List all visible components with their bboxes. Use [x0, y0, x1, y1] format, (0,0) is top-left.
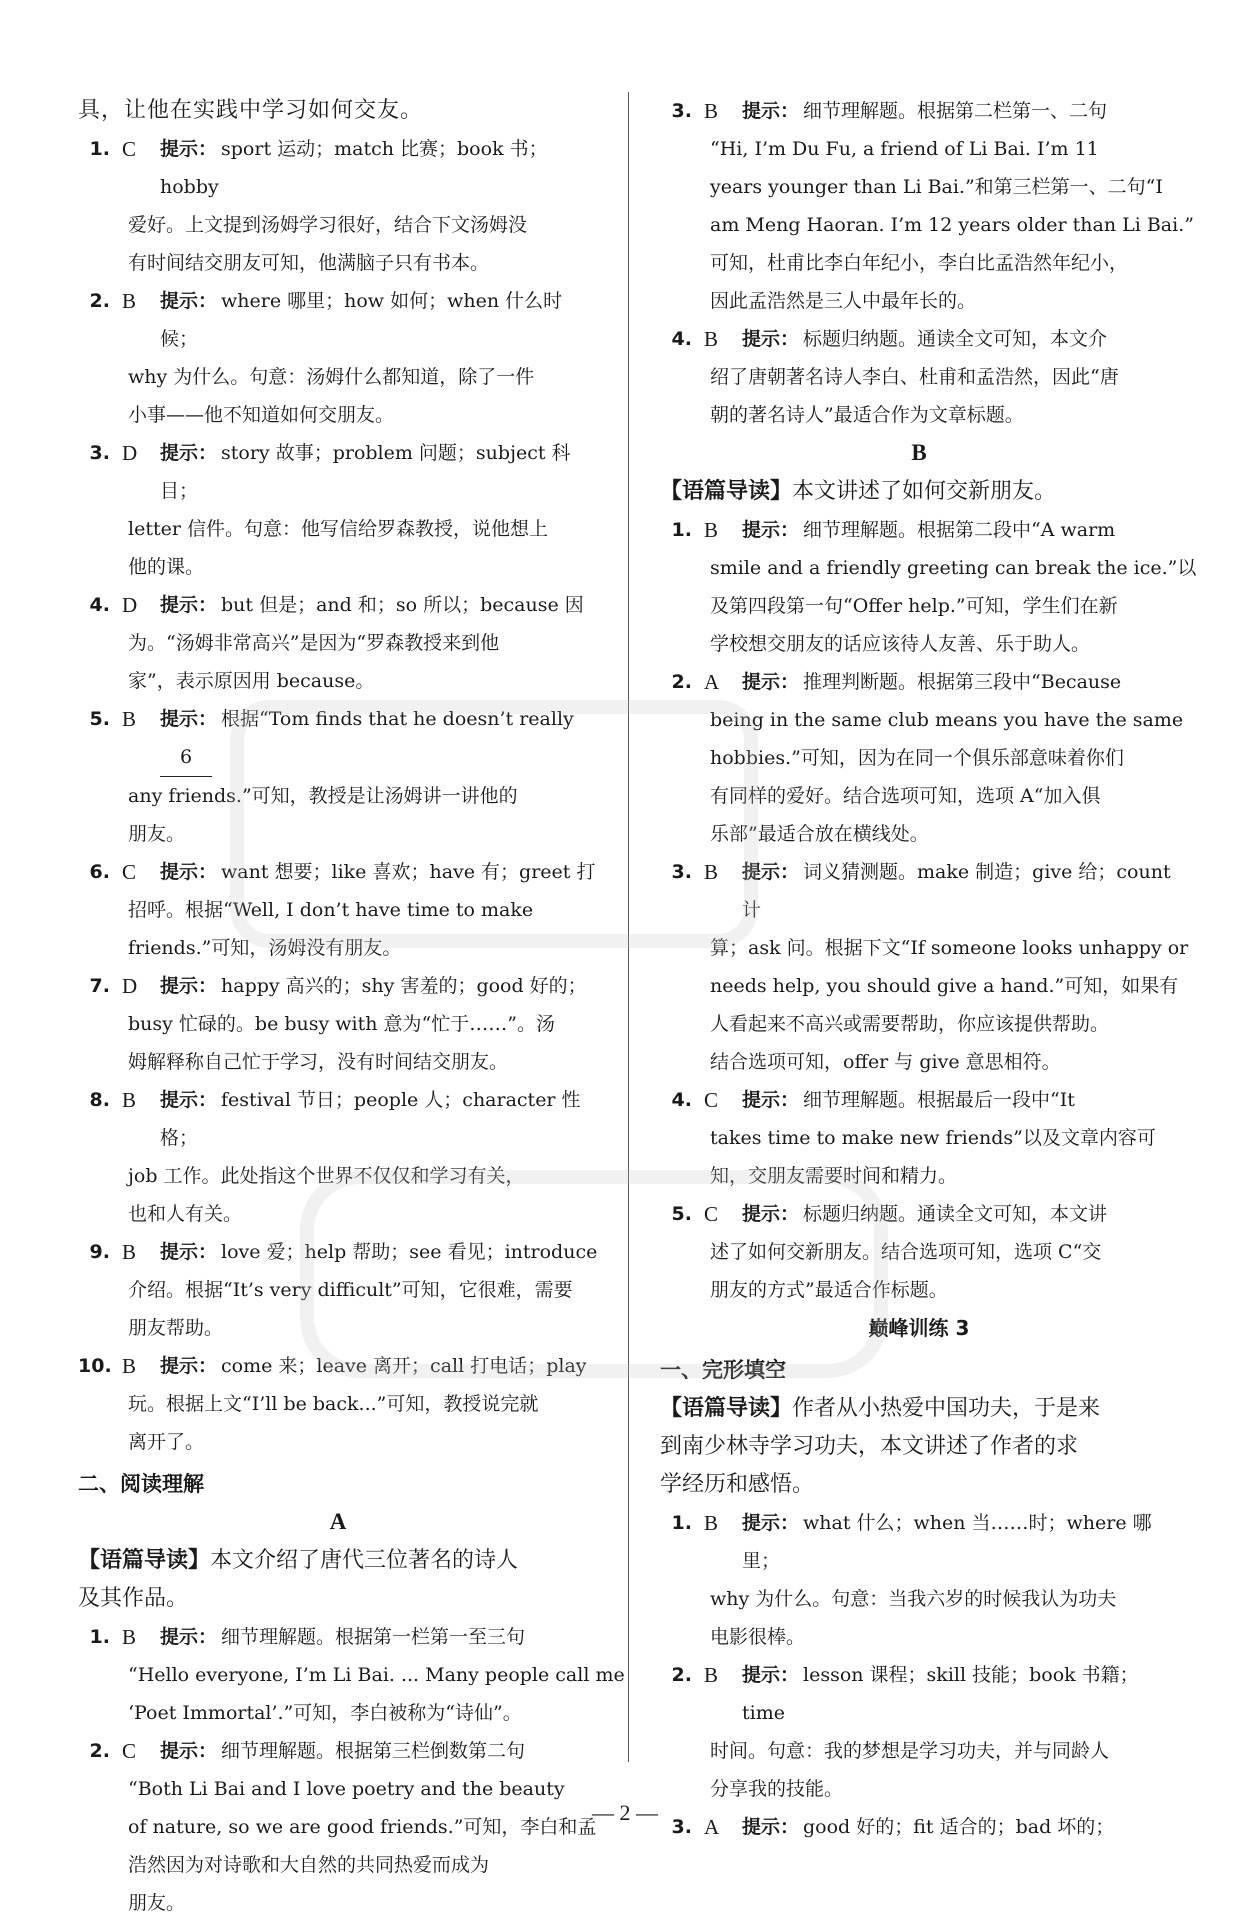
- section-heading: 二、阅读理解: [78, 1472, 204, 1496]
- answer-item-b3: 3. B 提示： 词义猜测题。make 制造；give 给；count 计: [660, 853, 1178, 929]
- answer-letter: B: [704, 518, 719, 542]
- training-heading: 巅峰训练 3: [868, 1316, 970, 1340]
- answer-letter: D: [122, 974, 138, 998]
- left-column: 具，让他在实践中学习如何交友。 1. C 提示： sport 运动；match 比赛；book 书；hobby 爱好。上文提到汤姆学习很好，结合下文汤姆没 有时间结交朋友可知，他满脑子只有书本。 2. B 提示： where 哪里；how 如何；when 什么时候； why 为什么。句意：汤姆什么都知道，除了一件 小事——他不知道如何交朋友。 3. D 提示： story 故事；problem 问题；subject 科目； letter 信件。句意：他写信给罗森教授，说他想上 他的课。 4. D 提示： but 但是；and 和；so 所以；because 因 为。“汤姆非常高兴”是因为“罗森教授来到他 家”，表示原因用 because。 5. B 提示： 根据“Tom finds that he doesn’t really 6 any friends.”可知，教授是让汤姆讲一讲他的 朋友。 6. C 提示： want 想要；like 喜欢；have 有；greet 打 招呼。根据“Well, I don’t have time to make friends.”可知，汤姆没有朋友。 7. D 提示： happy 高兴的；shy 害羞的；good 好的； busy 忙碌的。be busy with 意为“忙于……”。汤 姆解释称自己忙于学习，没有时间结交朋友。 8. B 提示： festival 节日；people 人；character 性格； job 工作。此处指这个世界不仅仅和学习有关， 也和人有关。 9. B 提示： love 爱；help 帮助；see 看见；introduce 介绍。根据“It’s very difficult”可知，它很难，需要 朋友帮助。 10. B 提示： come 来；leave 离开；call 打电话；play 玩。根据上文“I’ll be back...”可知，教授说完就 离开了。 二、阅读理解 A 【语篇导读】本文介绍了唐代三位著名的诗人 及其作品。 1. B 提示： 细节理解题。根据第一栏第一至三句 “Hello everyone, I’m Li Bai. ... Many people call me ‘Poet Immortal’.”可知，李白被称为“诗仙”。 2. C 提示： 细节理解题。根据第三栏倒数第二句 “Both Li Bai and I love poetry and the beauty of nature, so we are good friends.”可知，李白和孟 浩然因为对诗歌和大自然的共同热爱而成为 朋友。: [78, 92, 598, 1922]
- reading-guide: 【语篇导读】本文讲述了如何交新朋友。: [660, 478, 1057, 504]
- answer-item-a3: 3. B 提示： 细节理解题。根据第二栏第一、二句: [660, 92, 1178, 130]
- answer-item-a1: 1. B 提示： 细节理解题。根据第一栏第一至三句: [78, 1618, 598, 1656]
- answer-item-5: 5. B 提示： 根据“Tom finds that he doesn’t really 6: [78, 700, 598, 777]
- right-column: 3. B 提示： 细节理解题。根据第二栏第一、二句 “Hi, I’m Du Fu, a friend of Li Bai. I’m 11 years younger than Li Bai.”和第三栏第一、二句“I am Meng Haoran. I’m 12 years older than Li Bai.” 可知，杜甫比李白年纪小，李白比孟浩然年纪小， 因此孟浩然是三人中最年长的。 4. B 提示： 标题归纳题。通读全文可知，本文介 绍了唐朝著名诗人李白、杜甫和孟浩然，因此“唐 朝的著名诗人”最适合作为文章标题。 B 【语篇导读】本文讲述了如何交新朋友。 1. B 提示： 细节理解题。根据第二段中“A warm smile and a friendly greeting can break the ice.”以 及第四段第一句“Offer help.”可知，学生们在新 学校想交朋友的话应该待人友善、乐于助人。 2. A 提示： 推理判断题。根据第三段中“Because being in the same club means you have the same hobbies.”可知，因为在同一个俱乐部意味着你们 有同样的爱好。结合选项可知，选项 A“加入俱 乐部”最适合放在横线处。 3. B 提示： 词义猜测题。make 制造；give 给；count 计 算；ask 问。根据下文“If someone looks unhappy or needs help, you should give a hand.”可知，如果有 人看起来不高兴或需要帮助，你应该提供帮助。 结合选项可知，offer 与 give 意思相符。 4. C 提示： 细节理解题。根据最后一段中“It takes time to make new friends”以及文章内容可 知，交朋友需要时间和精力。 5. C 提示： 标题归纳题。通读全文可知，本文讲 述了如何交新朋友。结合选项可知，选项 C“交 朋友的方式”最适合作标题。 巅峰训练 3 一、完形填空 【语篇导读】作者从小热爱中国功夫，于是来 到南少林寺学习功夫，本文讲述了作者的求 学经历和感悟。 1. B 提示： what 什么；when 当……时；where 哪里； why 为什么。句意：当我六岁的时候我认为功夫 电影很棒。 2. B 提示： lesson 课程；skill 技能；book 书籍；time 时间。句意：我的梦想是学习功夫，并与同龄人 分享我的技能。 3. A 提示： good 好的；fit 适合的；bad 坏的；: [660, 92, 1178, 1846]
- answer-item-b1: 1. B 提示： 细节理解题。根据第二段中“A warm: [660, 511, 1178, 549]
- answer-letter: C: [704, 1202, 719, 1226]
- answer-blank: 6: [160, 738, 212, 777]
- part-heading: B: [911, 440, 927, 465]
- reading-guide: 【语篇导读】本文介绍了唐代三位著名的诗人: [78, 1547, 519, 1573]
- answer-item-c1: 1. B 提示： what 什么；when 当……时；where 哪里；: [660, 1504, 1178, 1580]
- answer-item-b5: 5. C 提示： 标题归纳题。通读全文可知，本文讲: [660, 1195, 1178, 1233]
- part-heading: A: [329, 1509, 347, 1534]
- answer-item-4: 4. D 提示： but 但是；and 和；so 所以；because 因: [78, 586, 598, 624]
- answer-letter: B: [704, 327, 719, 351]
- answer-item-a4: 4. B 提示： 标题归纳题。通读全文可知，本文介: [660, 320, 1178, 358]
- answer-item-3: 3. D 提示： story 故事；problem 问题；subject 科目；: [78, 434, 598, 510]
- section-heading: 一、完形填空: [660, 1358, 786, 1382]
- answer-letter: B: [704, 860, 719, 884]
- answer-item-c3: 3. A 提示： good 好的；fit 适合的；bad 坏的；: [660, 1808, 1178, 1846]
- answer-letter: B: [122, 1625, 137, 1649]
- answer-item-c2: 2. B 提示： lesson 课程；skill 技能；book 书籍；time: [660, 1656, 1178, 1732]
- answer-letter: A: [704, 670, 720, 694]
- answer-letter: B: [122, 1354, 137, 1378]
- reading-guide: 【语篇导读】作者从小热爱中国功夫，于是来: [660, 1395, 1101, 1421]
- answer-letter: B: [704, 99, 719, 123]
- answer-letter: B: [704, 1663, 719, 1687]
- answer-item-9: 9. B 提示： love 爱；help 帮助；see 看见；introduce: [78, 1233, 598, 1271]
- answer-letter: B: [122, 707, 137, 731]
- answer-item-a2: 2. C 提示： 细节理解题。根据第三栏倒数第二句: [78, 1732, 598, 1770]
- answer-item-8: 8. B 提示： festival 节日；people 人；character 性格；: [78, 1081, 598, 1157]
- column-divider: [628, 92, 629, 1762]
- answer-letter: C: [704, 1088, 719, 1112]
- page-number: — 2 —: [592, 1800, 658, 1825]
- intro-text: 具，让他在实践中学习如何交友。: [78, 98, 424, 123]
- answer-letter: C: [122, 860, 137, 884]
- answer-letter: A: [704, 1815, 720, 1839]
- answer-item-6: 6. C 提示： want 想要；like 喜欢；have 有；greet 打: [78, 853, 598, 891]
- answer-item-b2: 2. A 提示： 推理判断题。根据第三段中“Because: [660, 663, 1178, 701]
- answer-item-1: 1. C 提示： sport 运动；match 比赛；book 书；hobby: [78, 130, 598, 206]
- answer-item-b4: 4. C 提示： 细节理解题。根据最后一段中“It: [660, 1081, 1178, 1119]
- answer-letter: C: [122, 137, 137, 161]
- answer-letter: D: [122, 593, 138, 617]
- answer-letter: B: [122, 289, 137, 313]
- answer-letter: B: [122, 1088, 137, 1112]
- answer-letter: D: [122, 441, 138, 465]
- answer-item-2: 2. B 提示： where 哪里；how 如何；when 什么时候；: [78, 282, 598, 358]
- answer-letter: C: [122, 1739, 137, 1763]
- answer-letter: B: [122, 1240, 137, 1264]
- answer-item-10: 10. B 提示： come 来；leave 离开；call 打电话；play: [78, 1347, 598, 1385]
- answer-item-7: 7. D 提示： happy 高兴的；shy 害羞的；good 好的；: [78, 967, 598, 1005]
- answer-letter: B: [704, 1511, 719, 1535]
